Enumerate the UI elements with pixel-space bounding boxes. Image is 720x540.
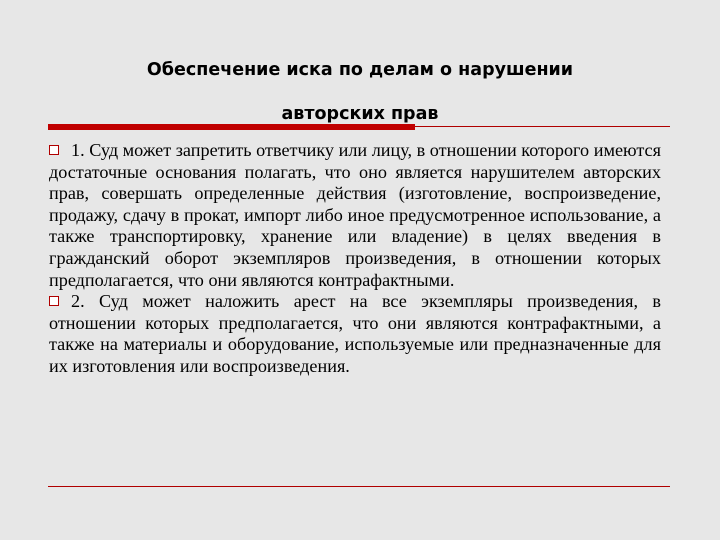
square-bullet-icon: [49, 296, 59, 306]
list-item: [49, 140, 661, 291]
title-line-1: Обеспечение иска по делам о нарушении: [146, 60, 574, 80]
list-item: [49, 291, 661, 377]
top-divider-accent: [48, 124, 415, 130]
list-item-text: 1. Суд может запретить ответчику или лицу, в отношении которого имеются достаточные основания полагать, что оно является нарушителем авторских прав, совершать определенные действия (изготовление, воспроизведение, продажу, сдачу в прокат, импорт либо иное предусмотренное использование, а также транспортировку, хранение или владение) в целях введения в гражданский оборот экземпляров произведения, в отношении которых предполагается, что они являются контрафактными.: [49, 140, 661, 290]
slide-title: [60, 48, 660, 136]
title-line-2: авторских прав: [281, 104, 439, 124]
square-bullet-icon: [49, 145, 59, 155]
list-item-text: 2. Суд может наложить арест на все экземпляры произведения, в отношении которых предполагается, что они являются контрафактными, а также на материалы и оборудование, используемые или предназначенные для их изготовления или воспроизведения.: [49, 291, 661, 376]
bottom-divider: [48, 486, 670, 487]
slide-body: [49, 140, 661, 378]
